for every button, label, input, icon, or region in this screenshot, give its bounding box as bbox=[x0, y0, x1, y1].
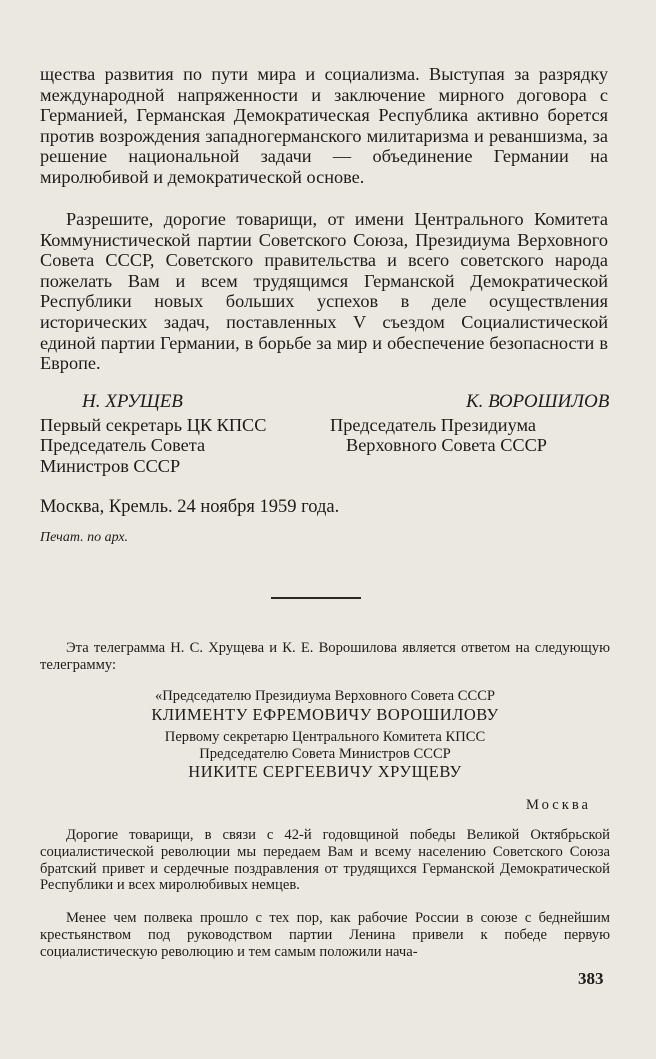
signature-title-left-1: Первый секретарь ЦК КПСС bbox=[40, 415, 267, 435]
telegram-paragraph-2: Менее чем полвека прошло с тех пор, как рабочие России в союзе с беднейшим крестьянством под руководством партии Ленина привели к победе первую социалистическую революцию и тем самым положили нача- bbox=[40, 910, 610, 960]
source-note: Печат. по арх. bbox=[40, 530, 129, 545]
signature-title-right-1: Председатель Президиума bbox=[330, 415, 537, 435]
place-date: Москва, Кремль. 24 ноября 1959 года. bbox=[40, 497, 340, 517]
body-paragraph-1: щества развития по пути мира и социализма. Выступая за разрядку международной напряженности и заключение мирного договора с Германией, Германская Демократическая Республика активно борется против возрождения западногерманского милитаризма и реваншизма, за решение национальной задачи — объединение Германии на миролюбивой и демократической основе. bbox=[40, 64, 608, 187]
body-paragraph-2: Разрешите, дорогие товарищи, от имени Центрального Комитета Коммунистической партии Советского Союза, Президиума Верховного Совета СССР, Советского правительства и всего советского народа пожелать Вам и всем трудящимся Германской Демократической Республики новых больших успехов в деле осуществления исторических задач, поставленных V съездом Социалистической единой партии Германии, в борьбе за мир и обеспечение безопасности в Европе. bbox=[40, 209, 608, 374]
signature-name-right: К. ВОРОШИЛОВ bbox=[466, 391, 610, 412]
editorial-note: Эта телеграмма Н. С. Хрущева и К. Е. Ворошилова является ответом на следующую телеграмму: bbox=[40, 640, 610, 673]
signature-name-left: Н. ХРУЩЕВ bbox=[82, 391, 183, 412]
addressee-line-3: Председателю Совета Министров СССР bbox=[199, 746, 451, 762]
telegram-paragraph-1: Дорогие товарищи, в связи с 42-й годовщиной победы Великой Октябрьской социалистической революции мы передаем Вам и всему населению Советского Союза братский привет и сердечные поздравления от трудящихся Германской Демократической Республики и всех миролюбивых немцев. bbox=[40, 827, 610, 894]
addressee-line-1: «Председателю Президиума Верховного Совета СССР bbox=[154, 688, 496, 704]
addressee-line-2: Первому секретарю Центрального Комитета КПСС bbox=[164, 729, 486, 745]
section-divider bbox=[271, 597, 361, 599]
addressee-name-1: КЛИМЕНТУ ЕФРЕМОВИЧУ ВОРОШИЛОВУ bbox=[151, 705, 499, 724]
signature-title-left-2: Председатель Совета bbox=[40, 435, 206, 455]
page-number: 383 bbox=[578, 969, 604, 988]
addressee-name-2: НИКИТЕ СЕРГЕЕВИЧУ ХРУЩЕВУ bbox=[188, 762, 462, 781]
signature-title-right-2: Верховного Совета СССР bbox=[346, 435, 547, 455]
telegram-city: Москва bbox=[526, 797, 592, 813]
signature-title-left-3: Министров СССР bbox=[40, 456, 181, 476]
